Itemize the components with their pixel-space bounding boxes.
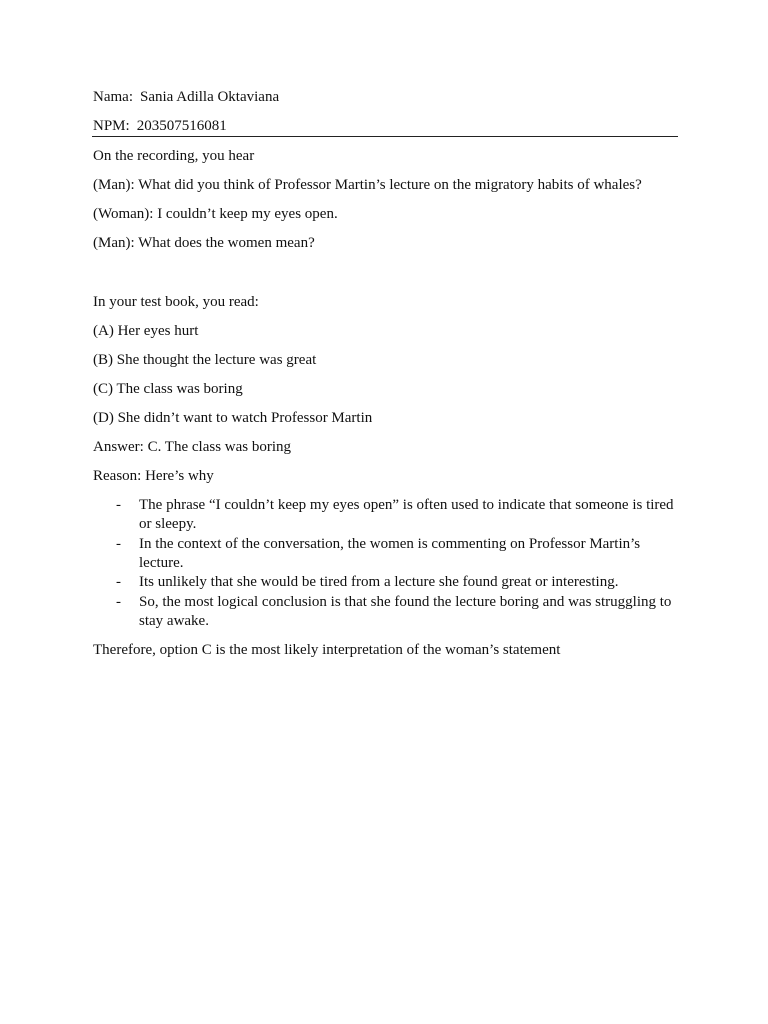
answer-option: (C) The class was boring <box>93 381 243 397</box>
npm-row <box>93 117 227 135</box>
name-row <box>93 88 279 106</box>
dialogue-line: (Man): What did you think of Professor Martin’s lecture on the migratory habits of whales? <box>93 177 642 193</box>
bullet-text: In the context of the conversation, the women is commenting on Professor Martin’s lecture. <box>139 536 641 571</box>
bullet-text: So, the most logical conclusion is that she found the lecture boring and was struggling to stay awake. <box>139 594 672 629</box>
npm-value: 203507516081 <box>136 118 227 134</box>
conclusion-text: Therefore, option C is the most likely interpretation of the woman’s statement <box>93 642 561 658</box>
answer-option: (D) She didn’t want to watch Professor Martin <box>93 410 373 426</box>
dialogue-line: (Woman): I couldn’t keep my eyes open. <box>93 206 338 222</box>
recording-intro: On the recording, you hear <box>93 148 255 164</box>
answer-option: (B) She thought the lecture was great <box>93 352 317 368</box>
dialogue-line: (Man): What does the women mean? <box>93 235 315 251</box>
reason-intro: Reason: Here’s why <box>93 468 214 484</box>
bullet-dash: - <box>116 497 121 513</box>
bullet-text: Its unlikely that she would be tired from a lecture she found great or interesting. <box>139 574 619 590</box>
npm-label: NPM: <box>93 118 130 134</box>
name-value: Sania Adilla Oktaviana <box>139 89 280 105</box>
bullet-dash: - <box>116 536 121 552</box>
test-book-intro: In your test book, you read: <box>93 294 259 310</box>
bullet-text: The phrase “I couldn’t keep my eyes open” is often used to indicate that someone is tired or sleepy. <box>139 497 674 532</box>
answer-option: (A) Her eyes hurt <box>93 323 199 339</box>
bullet-dash: - <box>116 594 121 610</box>
name-label: Nama: <box>93 89 133 105</box>
bullet-dash: - <box>116 574 121 590</box>
answer-text: Answer: C. The class was boring <box>93 439 292 455</box>
header-divider <box>92 136 678 137</box>
